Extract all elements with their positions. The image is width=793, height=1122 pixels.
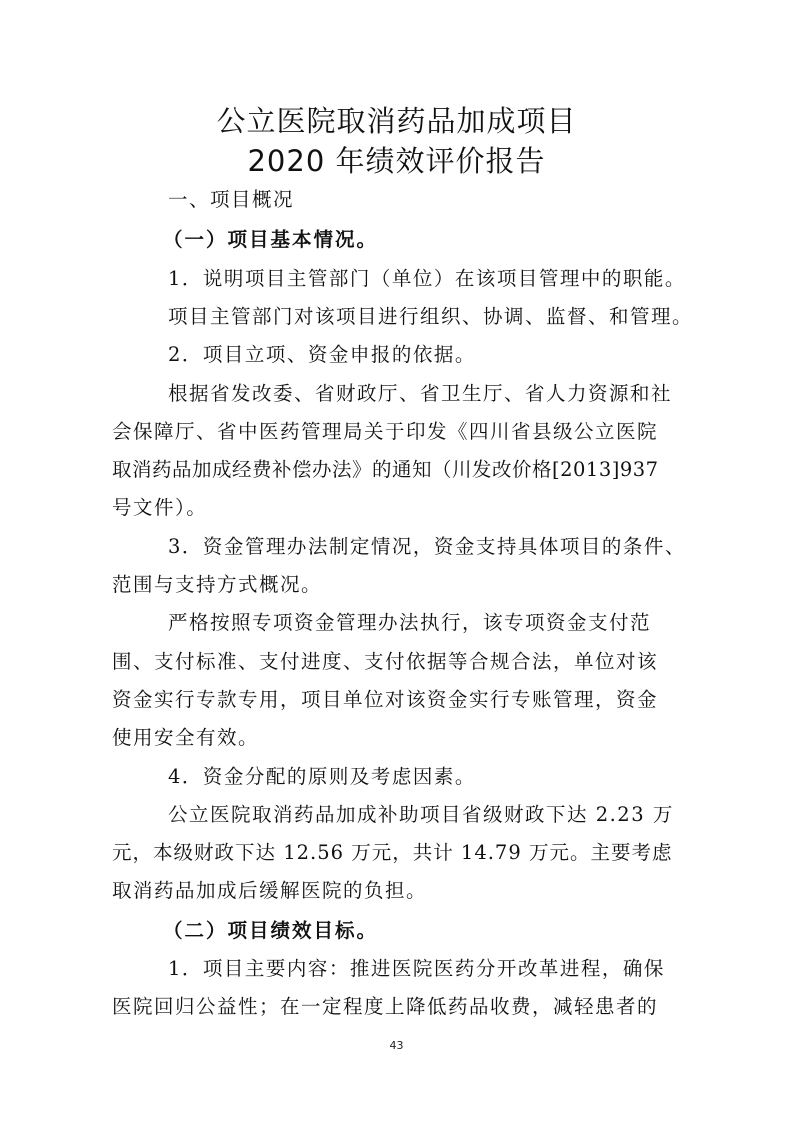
paragraph-line: 公立医院取消药品加成补助项目省级财政下达 2.23 万	[168, 803, 674, 826]
paragraph-line: 根据省发改委、省财政厅、省卫生厅、省人力资源和社	[168, 382, 673, 405]
document-title-line-1: 公立医院取消药品加成项目	[216, 104, 577, 138]
paragraph-line: 4．资金分配的原则及考虑因素。	[168, 765, 476, 788]
paragraph-line: 严格按照专项资金管理办法执行，该专项资金支付范	[168, 611, 652, 634]
subsection-heading-performance-goals: （二）项目绩效目标。	[163, 919, 379, 942]
paragraph-line: 元，本级财政下达 12.56 万元，共计 14.79 万元。主要考虑	[112, 841, 673, 864]
paragraph-line: 号文件）。	[112, 496, 208, 519]
paragraph-line: 取消药品加成后缓解医院的负担。	[112, 879, 428, 902]
section-heading-1: 一、项目概况	[168, 188, 295, 211]
page-number: 43	[389, 1039, 404, 1052]
paragraph-line: 3．资金管理办法制定情况，资金支持具体项目的条件、	[168, 535, 686, 558]
paragraph-line: 1．项目主要内容：推进医院医药分开改革进程，确保	[168, 957, 665, 980]
paragraph-line: 项目主管部门对该项目进行组织、协调、监督、和管理。	[168, 305, 694, 328]
paragraph-line: 取消药品加成经费补偿办法》的通知（川发改价格[2013]937	[112, 458, 659, 481]
paragraph-line: 1．说明项目主管部门（单位）在该项目管理中的职能。	[168, 267, 686, 290]
subsection-heading-basic-info: （一）项目基本情况。	[163, 228, 379, 251]
document-title-line-2: 2020 年绩效评价报告	[247, 144, 546, 178]
paragraph-line: 2．项目立项、资金申报的依据。	[168, 343, 476, 366]
paragraph-line: 会保障厅、省中医药管理局关于印发《四川省县级公立医院	[112, 420, 659, 443]
paragraph-line: 范围与支持方式概况。	[112, 573, 323, 596]
paragraph-line: 医院回归公益性；在一定程度上降低药品收费，减轻患者的	[112, 995, 659, 1018]
paragraph-line: 使用安全有效。	[112, 726, 260, 749]
paragraph-line: 围、支付标准、支付进度、支付依据等合规合法，单位对该	[112, 650, 659, 673]
paragraph-line: 资金实行专款专用，项目单位对该资金实行专账管理，资金	[112, 688, 659, 711]
